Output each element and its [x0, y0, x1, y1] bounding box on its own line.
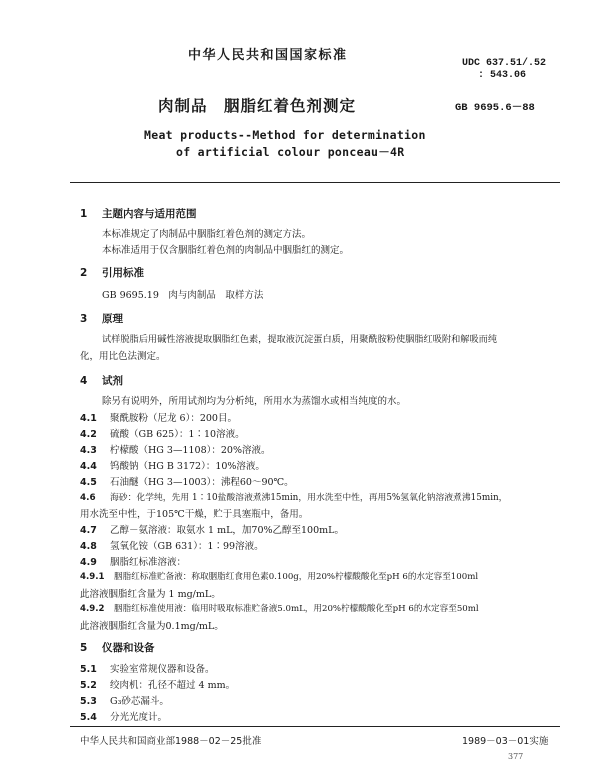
item-text: 聚酰胺粉（尼龙 6）：200目。 — [110, 413, 237, 424]
list-item — [80, 426, 245, 440]
paragraph: 本标准适用于仅含胭脂红着色剂的肉制品中胭脂红的测定。 — [102, 245, 350, 256]
list-item — [80, 570, 478, 582]
paragraph: 除另有说明外，所用试剂均为分析纯，所用水为蒸馏水或相当纯度的水。 — [102, 396, 407, 407]
item-continuation: 此溶液胭脂红含量为0.1mg/mL。 — [80, 621, 224, 632]
paragraph: 化，用比色法测定。 — [80, 351, 166, 362]
list-item — [80, 709, 167, 723]
item-number: 4.3 — [80, 445, 97, 456]
item-text: 硫酸（GB 625）：1∶10溶液。 — [110, 429, 245, 440]
item-number: 5.4 — [80, 712, 97, 723]
section-heading — [80, 311, 123, 326]
list-item — [80, 538, 264, 552]
item-text: G₃砂芯漏斗。 — [110, 696, 169, 707]
item-text: 柠檬酸（HG 3—1108）：20%溶液。 — [110, 445, 271, 456]
approval-date: 中华人民共和国商业部1988－02－25批准 — [80, 736, 262, 747]
section-number: 1 — [80, 208, 88, 220]
udc-code-line1: UDC 637.51/.52 — [462, 58, 547, 69]
item-number: 5.1 — [80, 664, 97, 675]
item-text: 分光光度计。 — [110, 712, 168, 723]
document-title-en-line1: Meat products--Method for determination — [144, 128, 426, 142]
item-text: 绞肉机：孔径不超过 4 mm。 — [110, 680, 236, 691]
section-title: 引用标准 — [102, 267, 144, 279]
item-number: 5.2 — [80, 680, 97, 691]
item-number: 4.9 — [80, 557, 97, 568]
list-item — [80, 693, 169, 707]
section-number: 2 — [80, 267, 88, 279]
document-title-en-line2: of artificial colour ponceau－4R — [176, 145, 405, 159]
item-text: 胭脂红标准使用液：临用时吸取标准贮备液5.0mL，用20%柠檬酸酸化至pH 6的水定容至50ml — [114, 604, 479, 614]
section-number: 3 — [80, 313, 88, 325]
item-number: 4.8 — [80, 541, 97, 552]
list-item — [80, 410, 237, 424]
section-heading — [80, 373, 123, 388]
item-text: 石油醚（HG 3—1003）：沸程60～90℃。 — [110, 477, 294, 488]
section-number: 5 — [80, 642, 88, 654]
effective-date: 1989－03－01实施 — [462, 736, 549, 747]
item-text: 胭脂红标准贮备液：称取胭脂红食用色素0.100g，用20%柠檬酸酸化至pH 6的水定容至100ml — [114, 572, 479, 582]
list-item — [80, 602, 479, 614]
list-item — [80, 458, 265, 472]
list-item — [80, 661, 215, 675]
item-number: 4.4 — [80, 461, 97, 472]
section-number: 4 — [80, 375, 88, 387]
item-continuation: 此溶液胭脂红含量为 1 mg/mL。 — [80, 589, 221, 600]
list-item — [80, 554, 186, 568]
item-number: 4.2 — [80, 429, 97, 440]
item-text: 钨酸钠（HG B 3172）：10%溶液。 — [110, 461, 265, 472]
item-number: 4.5 — [80, 477, 97, 488]
paragraph: 本标准规定了肉制品中胭脂红着色剂的测定方法。 — [102, 229, 312, 240]
item-text: 海砂：化学纯，先用 1∶10盐酸溶液煮沸15min，用水洗至中性，再用5%氢氧化钠溶液煮沸15min， — [110, 493, 508, 503]
list-item — [80, 474, 294, 488]
list-item — [80, 677, 235, 691]
list-item — [80, 442, 270, 456]
section-title: 试剂 — [102, 375, 123, 387]
gb-standard-code: GB 9695.6－88 — [455, 102, 535, 114]
item-text: 氢氧化铵（GB 631）：1∶99溶液。 — [110, 541, 264, 552]
item-number: 5.3 — [80, 696, 97, 707]
item-continuation: 用水洗至中性，于105℃干燥，贮于具塞瓶中，备用。 — [80, 509, 309, 520]
document-title-cn: 肉制品 胭脂红着色剂测定 — [158, 97, 357, 115]
item-number: 4.9.2 — [80, 604, 105, 614]
section-heading — [80, 265, 144, 280]
paragraph: 试样脱脂后用碱性溶液提取胭脂红色素，提取液沉淀蛋白质，用聚酰胺粉使胭脂红吸附和解吸而纯 — [102, 334, 498, 345]
item-text: 胭脂红标准溶液： — [110, 557, 187, 568]
paragraph: GB 9695.19 肉与肉制品 取样方法 — [102, 290, 264, 301]
section-heading — [80, 640, 155, 655]
item-text: 实验室常规仪器和设备。 — [110, 664, 215, 675]
item-number: 4.1 — [80, 413, 97, 424]
section-title: 原理 — [102, 313, 123, 325]
list-item — [80, 522, 344, 536]
item-text: 乙醇－氨溶液：取氨水 1 mL，加70%乙醇至100mL。 — [110, 525, 344, 536]
footer-divider — [70, 726, 560, 727]
header-divider — [70, 182, 560, 183]
section-title: 主题内容与适用范围 — [102, 208, 197, 220]
section-title: 仪器和设备 — [102, 642, 155, 654]
section-heading — [80, 206, 197, 221]
page-number: 377 — [508, 752, 524, 761]
national-standard-label: 中华人民共和国国家标准 — [188, 48, 348, 63]
item-number: 4.6 — [80, 493, 96, 503]
item-number: 4.7 — [80, 525, 97, 536]
udc-code-line2: : 543.06 — [478, 70, 527, 81]
list-item — [80, 490, 507, 503]
item-number: 4.9.1 — [80, 572, 105, 582]
